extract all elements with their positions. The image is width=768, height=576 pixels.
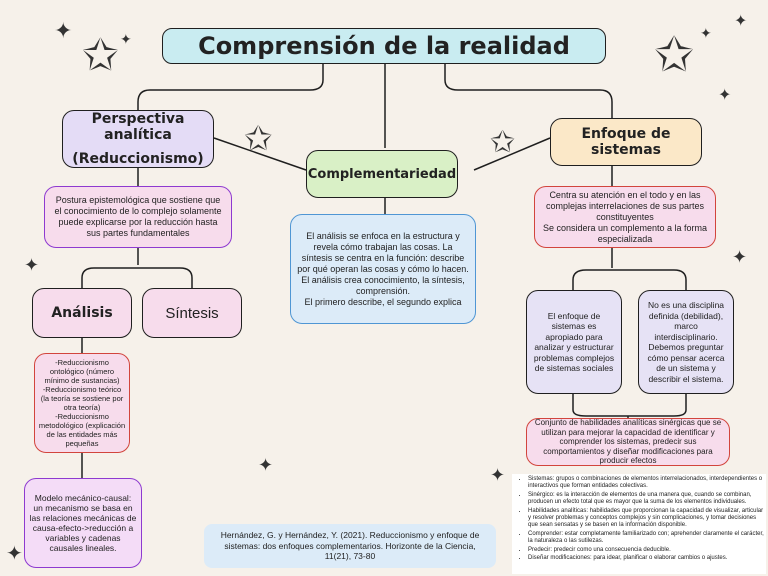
complementary-description-text: El análisis se enfoca en la estructura y revela cómo trabajan las cosas. La síntesis se centra en la función: describe por qué operan las cosas y cómo lo hacen. El análisis crea conocimiento, la síntesis, comprensión. El primero describe, el segundo explica	[297, 230, 469, 307]
citation-text: Hernández, G. y Hernández, Y. (2021). Reduccionismo y enfoque de sistemas: dos enfoques complementarios. Horizonte de la Ciencia, 11(21), 73-80	[220, 530, 480, 562]
systems-description	[534, 186, 716, 248]
glossary-list	[516, 476, 764, 562]
star-icon: ✦	[490, 465, 506, 485]
star-icon: ✦	[718, 87, 732, 104]
citation	[204, 524, 496, 568]
star-icon: ✦	[732, 247, 748, 267]
analytic-header: Perspectiva analítica	[91, 111, 185, 143]
reductionism-types-text: -Reduccionismo ontológico (número mínimo de sustancias) -Reduccionismo teórico (la teoría se sostiene por otra teoría) -Reduccionismo metodológico (explicación de las entidades más pequeñas	[38, 358, 126, 448]
complementary-header: Complementariedad	[307, 166, 457, 182]
complementary-description	[290, 214, 476, 324]
star-icon: ✩	[244, 120, 273, 158]
systems-weakness-text: No es una disciplina definida (debilidad), marco interdisciplinario. Debemos preguntar cómo pensar acerca de un sistema y describir el sistema.	[647, 300, 725, 384]
systems-weakness	[638, 290, 734, 394]
glossary-item: • Predecir: predecir como una consecuencia deducible.	[528, 547, 764, 554]
synthesis-label: Síntesis	[165, 304, 219, 322]
glossary-item: • Sinérgico: es la interacción de elementos de una manera que, cuando se combinan, producen un efecto total que es mayor que la suma de los elementos individuales.	[528, 492, 764, 507]
systems-description-text: Centra su atención en el todo y en las complejas interrelaciones de sus partes constituyentes Se considera un complemento a la forma especializada	[542, 189, 708, 244]
star-icon: ✩	[654, 29, 695, 82]
complementary-node	[306, 150, 458, 198]
star-icon: ✦	[120, 31, 132, 47]
analysis-node	[32, 288, 132, 338]
page-title	[162, 28, 606, 64]
analytic-subheader: (Reduccionismo)	[72, 151, 204, 167]
systems-suitability	[526, 290, 622, 394]
analytic-description-text: Postura epistemológica que sostiene que el conocimiento de lo complejo solamente puede explicarse por la reducción hasta sus partes fundamentales	[54, 195, 222, 238]
systems-approach-node	[550, 118, 702, 166]
star-icon: ✦	[54, 18, 73, 43]
analytic-perspective-node	[62, 110, 214, 168]
mechanical-model	[24, 478, 142, 568]
systems-header: Enfoque de sistemas	[581, 126, 671, 158]
star-icon: ✩	[490, 126, 516, 159]
analytic-description	[44, 186, 232, 248]
mechanical-model-text: Modelo mecánico-causal: un mecanismo se basa en las relaciones mecánicas de causa-efecto->reducción a variables y cadenas causales lineales.	[29, 493, 137, 553]
glossary-item: • Comprender: estar completamente familiarizado con; aprehender claramente el carácter, la naturaleza o las sutilezas.	[528, 531, 764, 546]
glossary	[512, 474, 766, 574]
star-icon: ✩	[82, 31, 119, 80]
glossary-item: • Sistemas: grupos o combinaciones de elementos interrelacionados, interdependientes o interactivos que forman entidades colectivas.	[528, 476, 764, 491]
star-icon: ✦	[6, 543, 23, 565]
star-icon: ✦	[700, 25, 712, 41]
glossary-item: • Habilidades analíticas: habilidades que proporcionan la capacidad de visualizar, articular y resolver problemas y conceptos complejos y sin complicaciones, y tomar decisiones que sean sensatas y se basen en la información disponible.	[528, 508, 764, 530]
star-icon: ✦	[258, 455, 274, 475]
systems-skills	[526, 418, 730, 466]
synthesis-node	[142, 288, 242, 338]
glossary-item: • Diseñar modificaciones: para idear, planificar o elaborar cambios o ajustes.	[528, 555, 764, 562]
systems-suitability-text: El enfoque de sistemas es apropiado para analizar y estructurar problemas complejos de sistemas sociales	[533, 310, 615, 373]
systems-skills-text: Conjunto de habilidades analíticas sinérgicas que se utilizan para mejorar la capacidad de identificar y comprender los sistemas, predecir sus comportamientos y diseñar modificaciones para producir efectos	[534, 418, 722, 466]
star-icon: ✦	[24, 255, 40, 275]
star-icon: ✦	[734, 13, 748, 30]
page-title-text: Comprensión de la realidad	[198, 32, 570, 60]
analysis-label: Análisis	[51, 305, 113, 321]
reductionism-types	[34, 353, 130, 453]
